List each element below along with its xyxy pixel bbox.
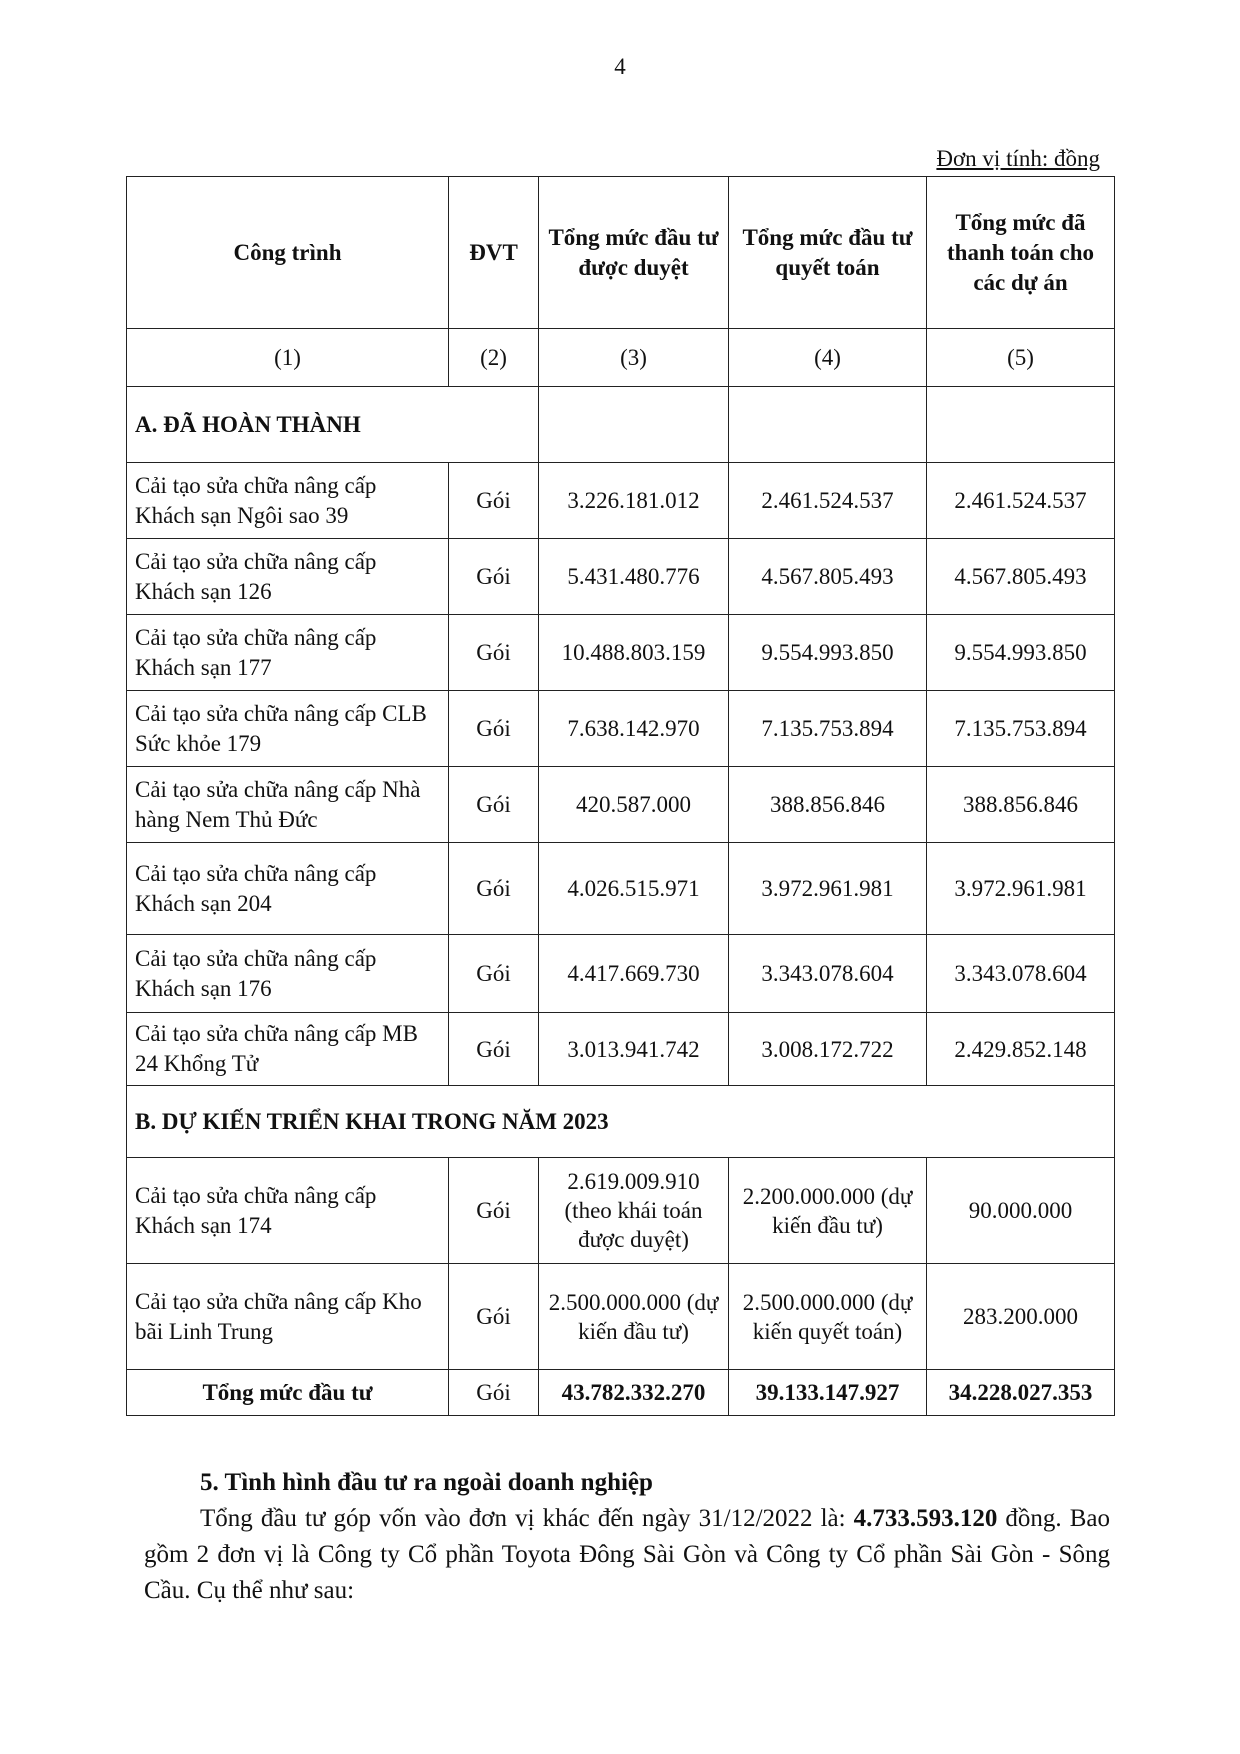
unit-cell: Gói [449,1370,539,1416]
unit-cell: Gói [449,1264,539,1370]
approved-value: 2.619.009.910 (theo khái toán được duyệt) [539,1158,729,1264]
unit-cell: Gói [449,1013,539,1086]
table-row [127,1013,1115,1086]
unit-cell: Gói [449,767,539,843]
unit-cell: Gói [449,463,539,539]
section-b-title: B. DỰ KIẾN TRIỂN KHAI TRONG NĂM 2023 [127,1086,1115,1158]
header-approved: Tổng mức đầu tư được duyệt [539,177,729,329]
project-name: Cải tạo sửa chữa nâng cấp Khách sạn 126 [127,539,449,615]
unit-cell: Gói [449,843,539,935]
paid-value: 2.429.852.148 [927,1013,1115,1086]
paid-value: 7.135.753.894 [927,691,1115,767]
approved-value: 4.026.515.971 [539,843,729,935]
project-name: Cải tạo sửa chữa nâng cấp MB 24 Khổng Tử [127,1013,449,1086]
total-row [127,1370,1115,1416]
approved-value: 3.013.941.742 [539,1013,729,1086]
project-name: Cải tạo sửa chữa nâng cấp Kho bãi Linh Trung [127,1264,449,1370]
approved-value: 4.417.669.730 [539,935,729,1013]
column-number: (2) [449,329,539,387]
section-a-row [127,387,1115,463]
approved-value: 5.431.480.776 [539,539,729,615]
table-row [127,691,1115,767]
unit-cell: Gói [449,539,539,615]
total-settled: 39.133.147.927 [729,1370,927,1416]
section-5 [144,1465,1110,1609]
table-header-row [127,177,1115,329]
project-name: Cải tạo sửa chữa nâng cấp Khách sạn 174 [127,1158,449,1264]
settled-value: 3.972.961.981 [729,843,927,935]
settled-value: 9.554.993.850 [729,615,927,691]
table-row [127,843,1115,935]
settled-value: 3.343.078.604 [729,935,927,1013]
column-number: (5) [927,329,1115,387]
unit-cell: Gói [449,615,539,691]
paid-value: 9.554.993.850 [927,615,1115,691]
settled-value: 2.500.000.000 (dự kiến quyết toán) [729,1264,927,1370]
column-number: (4) [729,329,927,387]
approved-value: 10.488.803.159 [539,615,729,691]
settled-value: 2.200.000.000 (dự kiến đầu tư) [729,1158,927,1264]
investment-table [126,176,1115,1416]
table-row [127,767,1115,843]
project-name: Cải tạo sửa chữa nâng cấp Khách sạn 204 [127,843,449,935]
approved-value: 7.638.142.970 [539,691,729,767]
header-settled: Tổng mức đầu tư quyết toán [729,177,927,329]
paid-value: 4.567.805.493 [927,539,1115,615]
project-name: Cải tạo sửa chữa nâng cấp Khách sạn 176 [127,935,449,1013]
approved-value: 420.587.000 [539,767,729,843]
unit-label: Đơn vị tính: đồng [936,146,1100,171]
unit-cell: Gói [449,935,539,1013]
settled-value: 2.461.524.537 [729,463,927,539]
paid-value: 90.000.000 [927,1158,1115,1264]
settled-value: 388.856.846 [729,767,927,843]
header-paid: Tổng mức đã thanh toán cho các dự án [927,177,1115,329]
investment-amount: 4.733.593.120 [853,1505,998,1532]
section-5-paragraph [144,1501,1110,1609]
column-number: (1) [127,329,449,387]
table-row [127,615,1115,691]
paid-value: 3.343.078.604 [927,935,1115,1013]
paragraph-text-before: Tổng đầu tư góp vốn vào đơn vị khác đến ngày 31/12/2022 là: [200,1505,854,1532]
approved-value: 2.500.000.000 (dự kiến đầu tư) [539,1264,729,1370]
unit-cell: Gói [449,1158,539,1264]
page-number: 4 [614,54,626,79]
table-row [127,1264,1115,1370]
table-row [127,1158,1115,1264]
table-row [127,463,1115,539]
settled-value: 7.135.753.894 [729,691,927,767]
section-a-title: A. ĐÃ HOÀN THÀNH [127,387,539,463]
paid-value: 2.461.524.537 [927,463,1115,539]
column-number: (3) [539,329,729,387]
project-name: Cải tạo sửa chữa nâng cấp Khách sạn 177 [127,615,449,691]
project-name: Cải tạo sửa chữa nâng cấp CLB Sức khỏe 179 [127,691,449,767]
column-number-row [127,329,1115,387]
paid-value: 388.856.846 [927,767,1115,843]
unit-cell: Gói [449,691,539,767]
total-approved: 43.782.332.270 [539,1370,729,1416]
total-paid: 34.228.027.353 [927,1370,1115,1416]
paid-value: 283.200.000 [927,1264,1115,1370]
paragraph-text-after: đồng. Bao gồm 2 đơn vị là Công ty Cổ phần Toyota Đông Sài Gòn và Công ty Cổ phần Sài Gòn - Sông Cầu. Cụ thể như sau: [144,1505,1110,1604]
settled-value: 4.567.805.493 [729,539,927,615]
total-label: Tổng mức đầu tư [127,1370,449,1416]
settled-value: 3.008.172.722 [729,1013,927,1086]
header-unit: ĐVT [449,177,539,329]
section-5-heading: 5. Tình hình đầu tư ra ngoài doanh nghiệp [200,1469,653,1496]
table-row [127,539,1115,615]
header-project: Công trình [127,177,449,329]
project-name: Cải tạo sửa chữa nâng cấp Nhà hàng Nem Thủ Đức [127,767,449,843]
section-b-row [127,1086,1115,1158]
approved-value: 3.226.181.012 [539,463,729,539]
paid-value: 3.972.961.981 [927,843,1115,935]
project-name: Cải tạo sửa chữa nâng cấp Khách sạn Ngôi sao 39 [127,463,449,539]
table-row [127,935,1115,1013]
